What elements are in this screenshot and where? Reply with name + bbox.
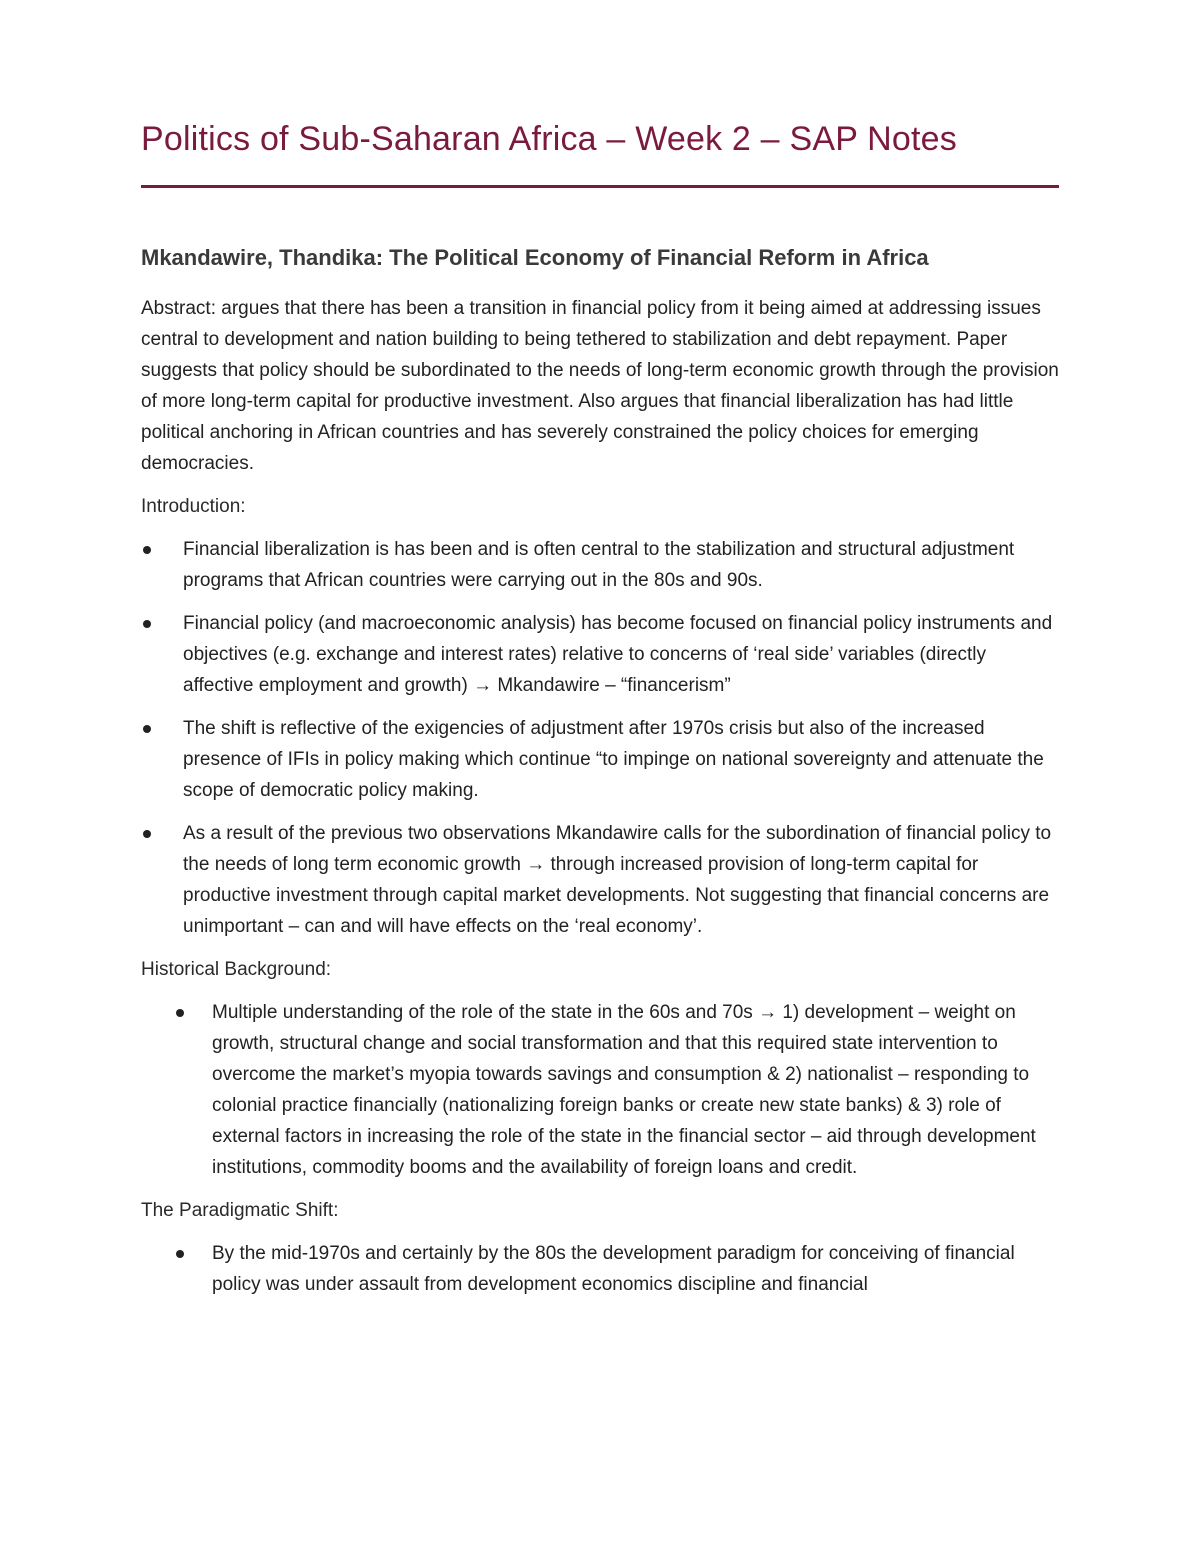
introduction-list (141, 534, 1059, 942)
list-item (141, 534, 1059, 596)
list-item (141, 608, 1059, 701)
historical-background-list (141, 997, 1059, 1183)
bullet-icon (143, 620, 151, 628)
list-item (141, 997, 1059, 1183)
bullet-icon (143, 725, 151, 733)
abstract-paragraph: Abstract: argues that there has been a transition in financial policy from it being aimed at addressing issues central to development and nation building to being tethered to stabilization and debt repayment. Paper suggests that policy should be subordinated to the needs of long-term economic growth through the provision of more long-term capital for productive investment. Also argues that financial liberalization has had little political anchoring in African countries and has severely constrained the policy choices for emerging democracies. (141, 298, 1059, 474)
list-item-text: The shift is reflective of the exigencies of adjustment after 1970s crisis but also of the increased presence of IFIs in policy making which continue “to impinge on national sovereignty and attenuate the scope of democratic policy making. (183, 718, 1044, 801)
article-heading: Mkandawire, Thandika: The Political Economy of Financial Reform in Africa (141, 245, 929, 270)
list-item-text: Financial liberalization is has been and is often central to the stabilization and structural adjustment programs that African countries were carrying out in the 80s and 90s. (183, 539, 1015, 591)
list-item (141, 1238, 1059, 1300)
paradigmatic-shift-label: The Paradigmatic Shift: (141, 1200, 339, 1221)
list-item (141, 818, 1059, 942)
document-title: Politics of Sub-Saharan Africa – Week 2 – SAP Notes (141, 120, 957, 158)
title-underline (141, 185, 1059, 188)
introduction-label: Introduction: (141, 496, 246, 517)
list-item-text: By the mid-1970s and certainly by the 80s the development paradigm for conceiving of financial policy was under assault from development economics discipline and financial (212, 1243, 1015, 1295)
list-item-text: Financial policy (and macroeconomic analysis) has become focused on financial policy instruments and objectives (e.g. exchange and interest rates) relative to concerns of ‘real side’ variables (directly affective employment and growth) → Mkandawire – “financerism” (183, 613, 1053, 696)
list-item-text: Multiple understanding of the role of the state in the 60s and 70s → 1) development – weight on growth, structural change and social transformation and that this required state intervention to overcome the market’s myopia towards savings and consumption & 2) nationalist – responding to colonial practice financially (nationalizing foreign banks or create new state banks) & 3) role of external factors in increasing the role of the state in the financial sector – aid through development institutions, commodity booms and the availability of foreign loans and credit. (212, 1002, 1036, 1178)
bullet-icon (143, 546, 151, 554)
historical-background-label: Historical Background: (141, 959, 332, 980)
list-item (141, 713, 1059, 806)
paradigmatic-shift-list (141, 1238, 1059, 1300)
list-item-text: As a result of the previous two observations Mkandawire calls for the subordination of financial policy to the needs of long term economic growth → through increased provision of long-term capital for productive investment through capital market developments. Not suggesting that financial concerns are unimportant – can and will have effects on the ‘real economy’. (183, 823, 1052, 937)
bullet-icon (176, 1250, 184, 1258)
bullet-icon (143, 830, 151, 838)
bullet-icon (176, 1009, 184, 1017)
notes-body (141, 293, 1059, 1312)
